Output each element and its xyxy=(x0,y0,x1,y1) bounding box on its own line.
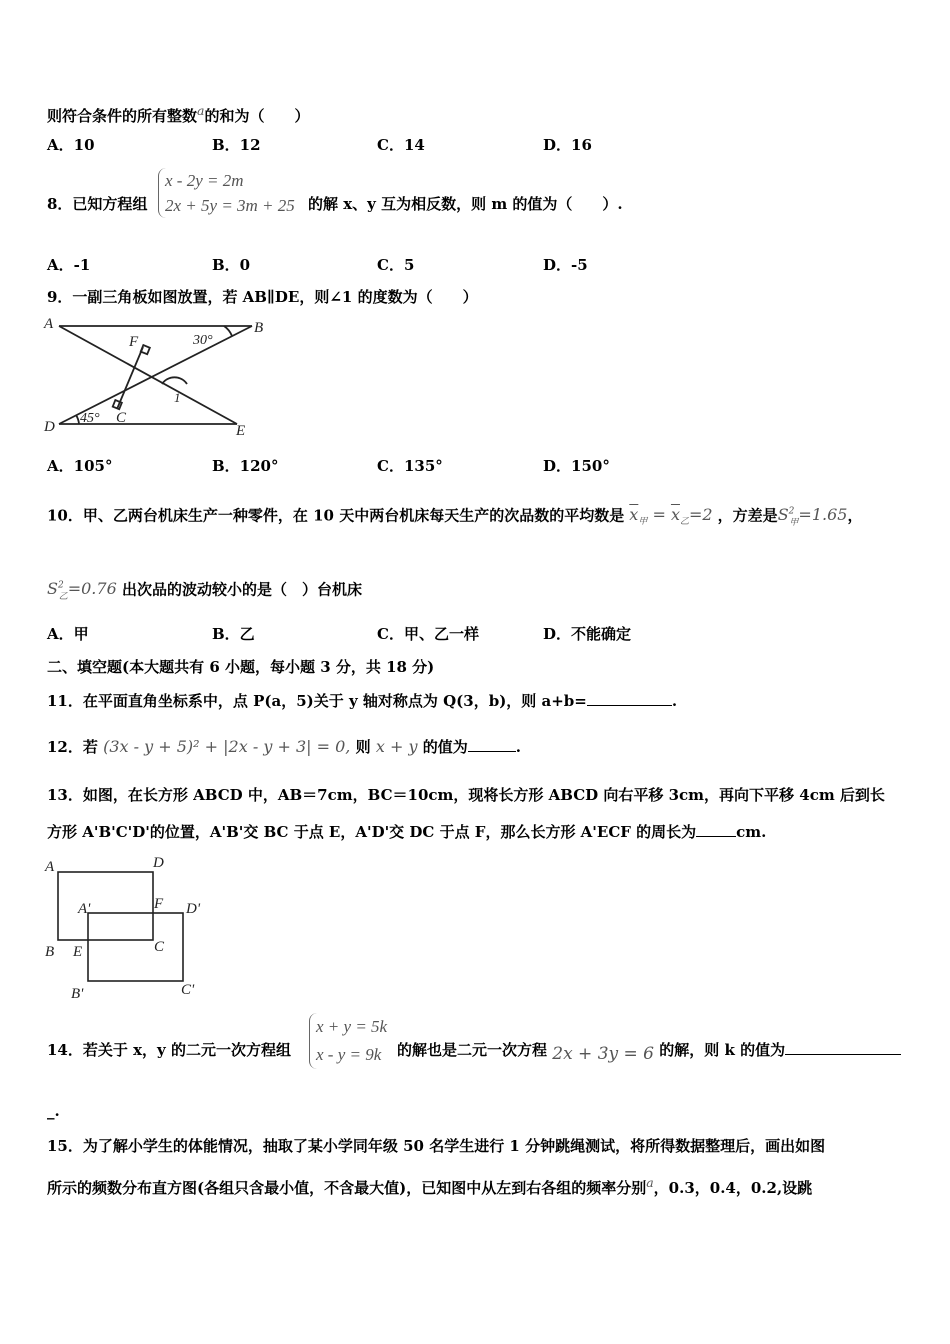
rect-a1b1c1d1 xyxy=(88,913,183,981)
q9-option-a[interactable]: A．105° xyxy=(47,457,113,475)
label-a: A xyxy=(45,859,55,875)
q7-var-a: a xyxy=(197,103,205,118)
q14-cont: _. xyxy=(47,1102,60,1120)
q14-answer-blank[interactable] xyxy=(785,1040,901,1055)
q10-option-c[interactable]: C．甲、乙一样 xyxy=(377,625,479,643)
q14-pre: 14．若关于 x，y 的二元一次方程组 xyxy=(47,1041,291,1059)
q15-line1: 15．为了解小学生的体能情况，抽取了某小学同年级 50 名学生进行 1 分钟跳绳测试，将所得数据整理后，画出如图 xyxy=(47,1137,826,1155)
label-a-prime: A' xyxy=(78,901,91,917)
q10-option-d[interactable]: D．不能确定 xyxy=(543,625,632,643)
q7-text: 则符合条件的所有整数$^a$的和为（ ） xyxy=(47,103,310,125)
q8-number: 8．已知方程组 xyxy=(47,195,148,213)
q7-option-a[interactable]: A．10 xyxy=(47,136,95,154)
q9-text: 9．一副三角板如图放置，若 AB∥DE，则∠1 的度数为（ ） xyxy=(47,288,478,306)
label-e: E xyxy=(73,944,83,960)
q8-option-a[interactable]: A．-1 xyxy=(47,256,91,274)
section2-title: 二、填空题(本大题共有 6 小题，每小题 3 分，共 18 分) xyxy=(47,658,435,676)
q14-eq2: x - y = 9k xyxy=(316,1045,382,1064)
q13-line1: 13．如图，在长方形 ABCD 中，AB＝7cm，BC＝10cm，现将长方形 ABCD 向右平移 3cm，再向下平移 4cm 后到长 xyxy=(47,786,885,804)
arc-45 xyxy=(76,415,79,424)
q13-line2: 方形 A'B'C'D'的位置，A'B'交 BC 于点 E，A'D'交 DC 于点 F，那么长方形 A'ECF 的周长为 cm. xyxy=(47,823,767,841)
q8-equation-system xyxy=(158,168,295,218)
q8-option-c[interactable]: C．5 xyxy=(377,256,415,274)
label-c: C xyxy=(116,410,127,426)
q13-rectangle-figure xyxy=(42,852,212,1002)
q10-variance-jia: $S^2_甲=1.65$ xyxy=(777,505,848,528)
label-e: E xyxy=(236,423,246,439)
q10-text: 10．甲、乙两台机床生产一种零件，在 10 天中两台机床每天生产的次品数的平均数是 $\overline{x}_甲 = \overline{x}_乙=2$ ，方差是$S^2_甲=1.65$， xyxy=(47,505,863,528)
q12-text: 12．若 (3x - y + 5)² + |2x - y + 3| = 0, 则 x + y 的值为 . xyxy=(47,737,521,756)
q8-eq1: x - 2y = 2m xyxy=(165,171,244,190)
label-d: D xyxy=(44,419,55,435)
q10-option-b[interactable]: B．乙 xyxy=(212,625,255,643)
q14-eq3: 2x + 3y = 6 xyxy=(552,1044,654,1064)
line-fc xyxy=(117,347,143,409)
q12-expression2: x + y xyxy=(375,737,418,756)
label-b: B xyxy=(254,320,264,336)
q8-eq2: 2x + 5y = 3m + 25 xyxy=(165,196,295,215)
q9-option-c[interactable]: C．135° xyxy=(377,457,443,475)
arc-1 xyxy=(162,377,187,384)
label-b: B xyxy=(45,944,55,960)
label-a: A xyxy=(44,316,54,332)
q9-triangle-figure xyxy=(42,314,272,439)
q7-option-c[interactable]: C．14 xyxy=(377,136,425,154)
line-db xyxy=(59,326,252,424)
label-f: F xyxy=(154,896,164,912)
label-d-prime: D' xyxy=(186,901,201,917)
label-c: C xyxy=(154,939,165,955)
q11-answer-blank[interactable] xyxy=(587,691,672,706)
q14-eq1: x + y = 5k xyxy=(316,1017,388,1036)
arc-30 xyxy=(224,326,232,336)
q8-option-b[interactable]: B．0 xyxy=(212,256,251,274)
q11-text: 11．在平面直角坐标系中，点 P(a，5)关于 y 轴对称点为 Q(3，b)，则 a+b= . xyxy=(47,692,678,710)
q10-option-a[interactable]: A．甲 xyxy=(47,625,89,643)
q7-option-d[interactable]: D．16 xyxy=(543,136,592,154)
q14-equation-system xyxy=(309,1013,387,1069)
q8-option-d[interactable]: D．-5 xyxy=(543,256,588,274)
label-45deg: 45° xyxy=(80,411,100,426)
q15-var-a: a xyxy=(646,1175,654,1190)
right-angle-c xyxy=(113,400,122,409)
label-c-prime: C' xyxy=(181,982,195,998)
q15-line2: 所示的频数分布直方图(各组只含最小值，不含最大值)，已知图中从左到右各组的频率分别$^a$，0.3，0.4，0.2,设跳 xyxy=(47,1175,813,1197)
rect-abcd xyxy=(58,872,153,940)
label-d: D xyxy=(153,855,164,871)
label-angle1: 1 xyxy=(174,390,181,405)
q9-option-d[interactable]: D．150° xyxy=(543,457,610,475)
q7-option-b[interactable]: B．12 xyxy=(212,136,261,154)
q10-variance-yi: $S^2_乙=0.76$ xyxy=(47,579,117,602)
right-angle-f xyxy=(141,345,150,354)
q12-expression: (3x - y + 5)² + |2x - y + 3| = 0, xyxy=(103,737,351,756)
q10-text-line2: $S^2_乙=0.76$ 出次品的波动较小的是（ ）台机床 xyxy=(47,579,362,602)
q13-answer-blank[interactable] xyxy=(696,822,736,837)
label-30deg: 30° xyxy=(193,333,213,348)
q9-option-b[interactable]: B．120° xyxy=(212,457,279,475)
label-b-prime: B' xyxy=(71,986,84,1002)
q12-answer-blank[interactable] xyxy=(468,737,516,752)
q14-tail: 的解也是二元一次方程 2x + 3y = 6 的解，则 k 的值为 xyxy=(397,1040,901,1060)
q8-tail: 的解 x、y 互为相反数，则 m 的值为（ ）. xyxy=(308,195,623,213)
q10-mean-expr: $\overline{x}_甲 = \overline{x}_乙=2$ xyxy=(629,505,713,528)
label-f: F xyxy=(129,334,139,350)
